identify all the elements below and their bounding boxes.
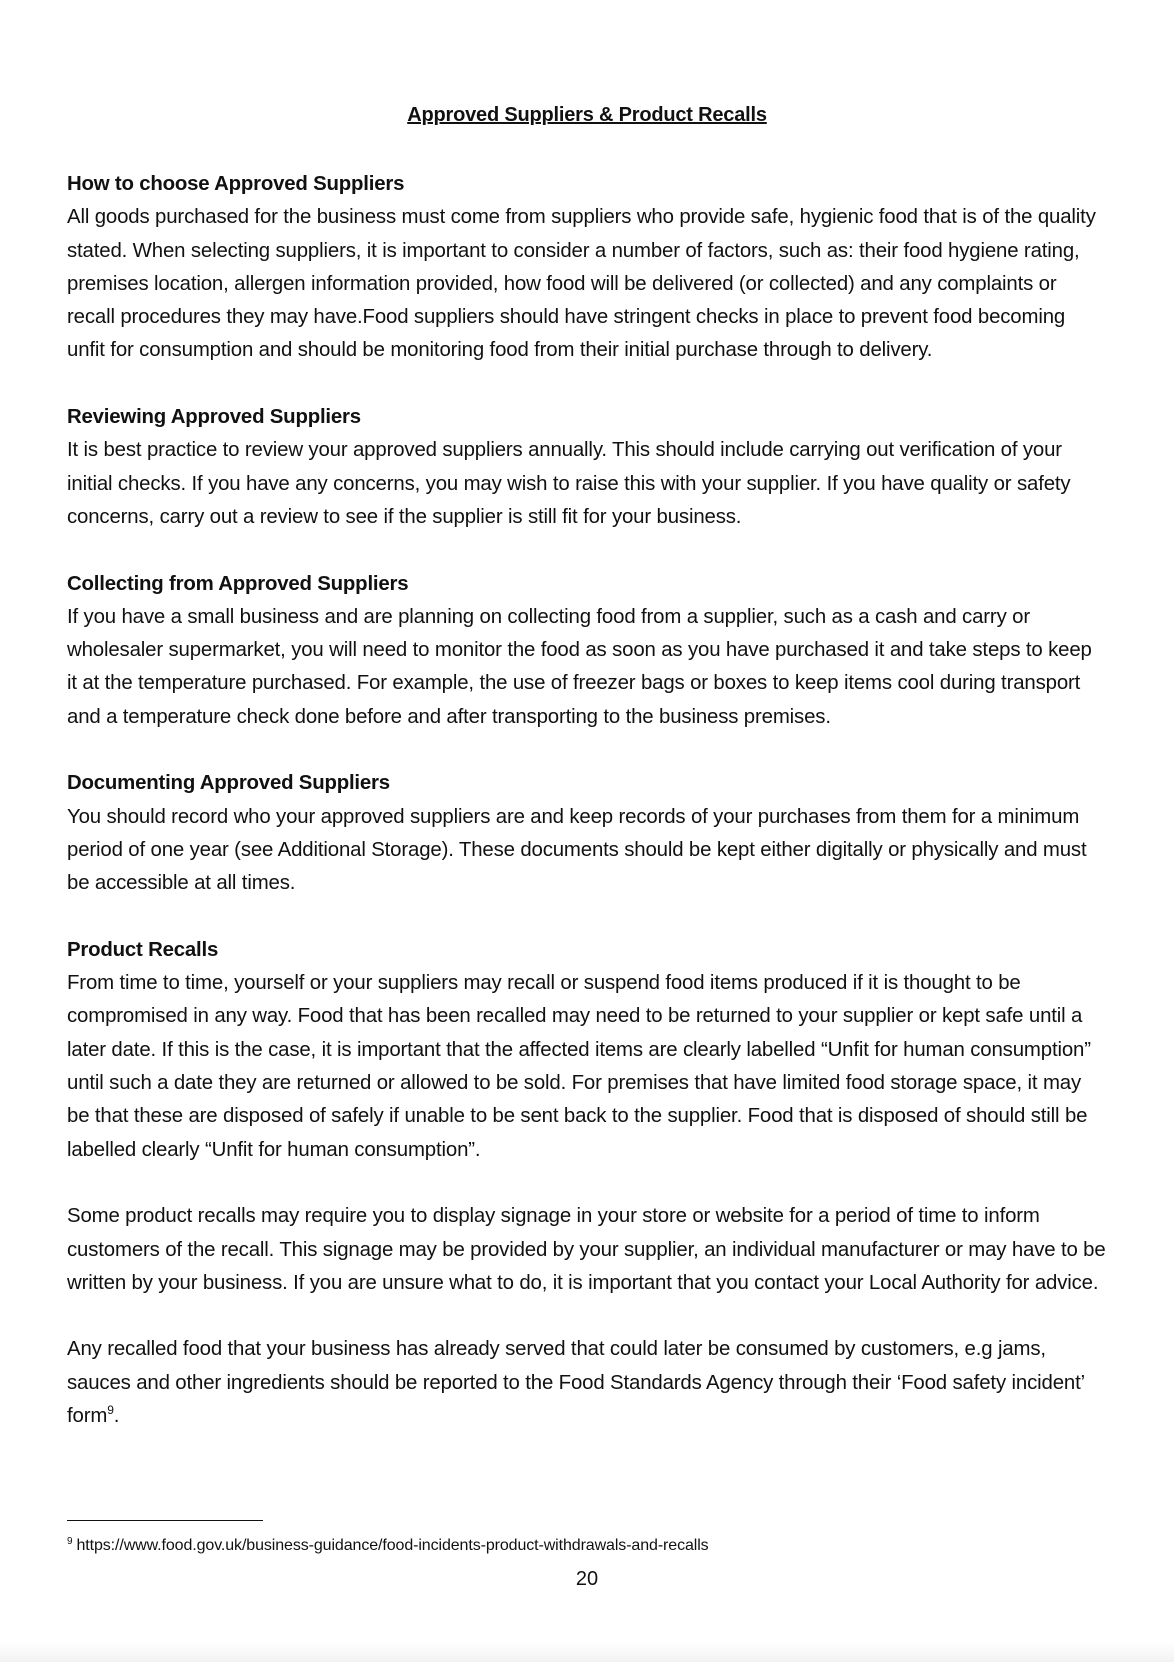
section-heading: How to choose Approved Suppliers bbox=[67, 173, 405, 195]
section-collecting-suppliers bbox=[67, 568, 1107, 734]
section-paragraph: You should record who your approved suppliers are and keep records of your purchases from them for a minimum period of one year (see Additional Storage). These documents should be kept either digitally or physically and must be accessible at all times. bbox=[67, 805, 1087, 895]
section-heading: Collecting from Approved Suppliers bbox=[67, 572, 409, 595]
footnote-divider bbox=[67, 1520, 263, 1521]
page-edge-shadow bbox=[0, 1642, 1174, 1662]
section-paragraph-reporting bbox=[67, 1333, 1107, 1433]
section-paragraph: All goods purchased for the business must come from suppliers who provide safe, hygienic food that is of the quality stated. When selecting suppliers, it is important to consider a number of factors, such as: their food hygiene rating, premises location, allergen information provided, how food will be delivered (or collected) and any complaints or recall procedures they may have.Food suppliers should have stringent checks in place to prevent food becoming unfit for consumption and should be monitoring food from their initial purchase through to delivery. bbox=[67, 206, 1096, 362]
footnote bbox=[67, 1534, 709, 1558]
footnote-reference[interactable]: 9 bbox=[107, 1403, 114, 1418]
section-heading: Reviewing Approved Suppliers bbox=[67, 406, 361, 429]
page-title: Approved Suppliers & Product Recalls bbox=[407, 104, 767, 126]
section-choose-suppliers bbox=[67, 168, 1107, 368]
section-reviewing-suppliers bbox=[67, 401, 1107, 534]
section-heading: Product Recalls bbox=[67, 938, 219, 961]
section-paragraph-signage: Some product recalls may require you to display signage in your store or website for a period of time to inform customers of the recall. This signage may be provided by your supplier, an individual manufacturer or may have to be written by your business. If you are unsure what to do, it is important that you contact your Local Authority for advice. bbox=[67, 1205, 1106, 1294]
section-paragraph: If you have a small business and are planning on collecting food from a supplier, such as a cash and carry or wholesaler supermarket, you will need to monitor the food as soon as you have purchased it and take steps to keep it at the temperature purchased. For example, the use of freezer bags or boxes to keep items cool during transport and a temperature check done before and after transporting to the business premises. bbox=[67, 605, 1092, 728]
page-number: 20 bbox=[575, 1568, 599, 1590]
section-documenting-suppliers bbox=[67, 767, 1107, 900]
document-body bbox=[67, 168, 1107, 1433]
reporting-text: Any recalled food that your business has already served that could later be consumed by customers, e.g jams, sauces and other ingredients should be reported to the Food Standards Agency through their ‘Food safety incident’ form bbox=[67, 1338, 1085, 1427]
section-product-recalls bbox=[67, 934, 1107, 1433]
section-heading: Documenting Approved Suppliers bbox=[67, 772, 390, 795]
footnote-marker: 9 bbox=[67, 1535, 73, 1547]
section-paragraph: It is best practice to review your approved suppliers annually. This should include carrying out verification of your initial checks. If you have any concerns, you may wish to raise this with your supplier. If you have quality or safety concerns, carry out a review to see if the supplier is still fit for your business. bbox=[67, 439, 1071, 528]
section-paragraph: From time to time, yourself or your suppliers may recall or suspend food items produced if it is thought to be compromised in any way. Food that has been recalled may need to be returned to your supplier or kept safe until a later date. If this is the case, it is important that the affected items are clearly labelled “Unfit for human consumption” until such a date they are returned or allowed to be sold. For premises that have limited food storage space, it may be that these are disposed of safely if unable to be sent back to the supplier. Food that is disposed of should still be labelled clearly “Unfit for human consumption”. bbox=[67, 972, 1091, 1161]
reporting-text-end: . bbox=[113, 1404, 120, 1427]
footnote-link[interactable]: https://www.food.gov.uk/business-guidance/food-incidents-product-withdrawals-and-recalls bbox=[76, 1537, 709, 1554]
